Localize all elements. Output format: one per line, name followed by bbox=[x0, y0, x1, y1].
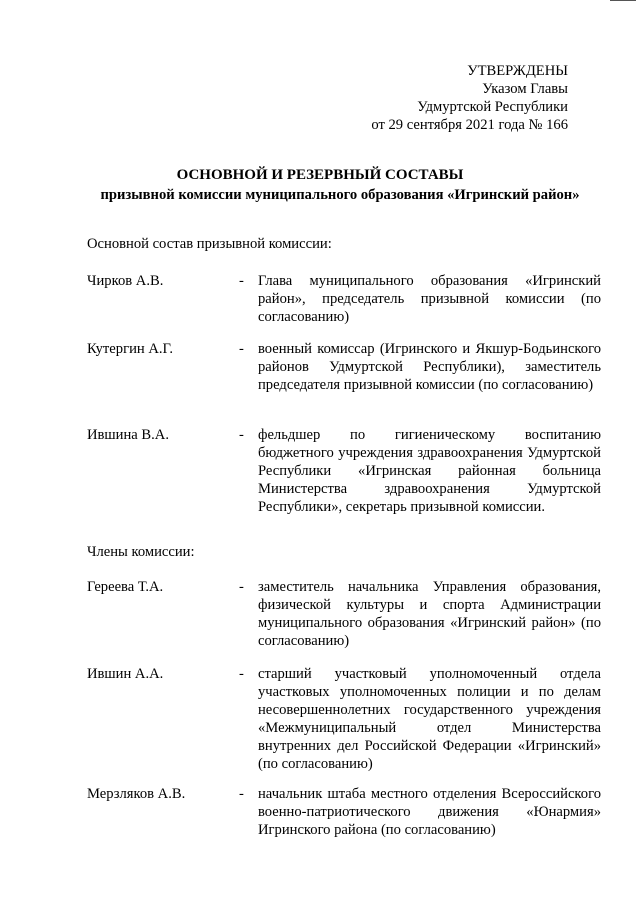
member-name: Ившина В.А. bbox=[87, 427, 169, 443]
document-title: ОСНОВНОЙ И РЕЗЕРВНЫЙ СОСТАВЫ bbox=[176, 167, 464, 183]
member-dash: - bbox=[239, 273, 244, 289]
approval-date-line: от 29 сентября 2021 года № 166 bbox=[371, 117, 568, 133]
main-composition-label: Основной состав призывной комиссии: bbox=[87, 236, 332, 252]
document-subtitle: призывной комиссии муниципального образования «Игринский район» bbox=[100, 187, 580, 203]
approval-decree-line: Указом Главы bbox=[482, 81, 568, 97]
member-role: начальник штаба местного отделения Всероссийского военно-патриотического движения «Юнармия» Игринского района (по согласованию) bbox=[258, 786, 601, 838]
member-name: Ившин А.А. bbox=[87, 666, 164, 682]
member-name: Чирков А.В. bbox=[87, 273, 164, 289]
member-role: заместитель начальника Управления образования, физической культуры и спорта Администрации муниципального образования «Игринский район» (по согласованию) bbox=[258, 579, 601, 649]
member-name: Кутергин А.Г. bbox=[87, 341, 173, 357]
member-name: Мерзляков А.В. bbox=[87, 786, 186, 802]
member-role: фельдшер по гигиеническому воспитанию бюджетного учреждения здравоохранения Удмуртской Республики «Игринская районная больница Министерства здравоохранения Удмуртской Республики», секретарь призывной комиссии. bbox=[258, 427, 601, 515]
member-dash: - bbox=[239, 579, 244, 595]
approval-heading: УТВЕРЖДЕНЫ bbox=[467, 63, 568, 79]
approval-republic-line: Удмуртской Республики bbox=[417, 99, 568, 115]
member-role: военный комиссар (Игринского и Якшур-Бодьинского районов Удмуртской Республики), заместитель председателя призывной комиссии (по согласованию) bbox=[258, 341, 601, 393]
member-role: старший участковый уполномоченный отдела участковых уполномоченных полиции и по делам несовершеннолетних государственного учреждения «Межмуниципальный отдел Министерства внутренних дел Российской Федерации «Игринский» (по согласованию) bbox=[258, 666, 601, 772]
member-dash: - bbox=[239, 666, 244, 682]
member-name: Гереева Т.А. bbox=[87, 579, 164, 595]
member-dash: - bbox=[239, 786, 244, 802]
member-dash: - bbox=[239, 341, 244, 357]
approval-block bbox=[330, 62, 568, 134]
member-role: Глава муниципального образования «Игринский район», председатель призывной комиссии (по согласованию) bbox=[258, 273, 601, 325]
commission-members-label: Члены комиссии: bbox=[87, 544, 195, 560]
corner-scan-mark bbox=[610, 0, 636, 1]
member-dash: - bbox=[239, 427, 244, 443]
